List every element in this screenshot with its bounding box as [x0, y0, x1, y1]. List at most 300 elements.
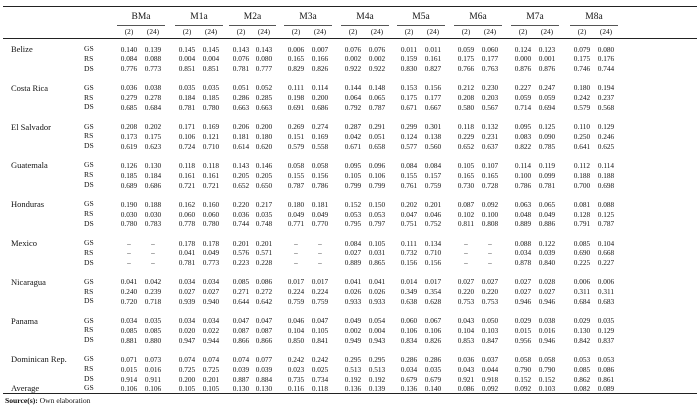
table-cell: 0.092 [481, 199, 499, 209]
table-cell: 0.862 [573, 374, 591, 384]
table-cell: 0.049 [287, 209, 305, 219]
table-cell: 0.060 [202, 209, 220, 219]
table-cell: 0.580 [457, 102, 475, 112]
metric-label: GS [84, 238, 94, 247]
table-cell: 0.035 [178, 83, 196, 93]
table-cell: 0.759 [287, 296, 305, 306]
table-cell: 0.073 [144, 354, 162, 364]
table-cell: 0.228 [255, 258, 273, 268]
table-cell: – [488, 238, 492, 248]
table-cell: 0.034 [202, 316, 220, 326]
table-cell: 0.242 [311, 354, 329, 364]
table-cell: 0.106 [400, 325, 418, 335]
table-cell: 0.104 [457, 325, 475, 335]
table-cell: 0.865 [368, 258, 386, 268]
table-cell: 0.085 [120, 325, 138, 335]
table-cell: 0.780 [202, 219, 220, 229]
table-cell: 0.201 [255, 238, 273, 248]
table-cell: 0.786 [514, 180, 532, 190]
table-cell: 0.795 [344, 219, 362, 229]
table-cell: 0.753 [481, 296, 499, 306]
table-cell: 0.579 [573, 102, 591, 112]
table-cell: 0.247 [538, 83, 556, 93]
table-cell: 0.085 [144, 325, 162, 335]
average-cell: 0.105 [178, 383, 196, 393]
table-cell: 0.178 [178, 238, 196, 248]
table-cell: 0.881 [120, 335, 138, 345]
table-cell: 0.036 [457, 354, 475, 364]
table-cell: 0.035 [144, 316, 162, 326]
table-cell: 0.087 [255, 325, 273, 335]
table-cell: 0.188 [144, 199, 162, 209]
table-cell: 0.041 [120, 277, 138, 287]
table-cell: 0.771 [287, 219, 305, 229]
table-cell: 0.095 [344, 160, 362, 170]
table-cell: 0.619 [120, 141, 138, 151]
table-cell: 0.034 [178, 316, 196, 326]
table-cell: 0.049 [344, 316, 362, 326]
table-cell: 0.043 [457, 316, 475, 326]
table-cell: 0.246 [597, 131, 615, 141]
table-cell: 0.112 [573, 160, 591, 170]
table-cell: 0.047 [232, 316, 250, 326]
table-cell: 0.841 [311, 335, 329, 345]
subcolumn-header: (2) [518, 27, 528, 36]
table-cell: 0.940 [202, 296, 220, 306]
metric-label: DS [84, 335, 94, 345]
table-cell: 0.017 [287, 277, 305, 287]
table-cell: – [488, 258, 492, 268]
subcolumn-header: (2) [404, 27, 414, 36]
table-cell: 0.886 [538, 219, 556, 229]
table-cell: 0.084 [400, 160, 418, 170]
table-cell: 0.185 [202, 93, 220, 103]
table-cell: 0.637 [481, 141, 499, 151]
model-header-underline [341, 25, 389, 26]
model-header: BMa [131, 12, 151, 22]
table-cell: 0.007 [311, 44, 329, 54]
model-header: M2a [243, 12, 262, 22]
table-cell: 0.783 [144, 219, 162, 229]
table-cell: 0.780 [120, 219, 138, 229]
table-cell: 0.291 [368, 122, 386, 132]
table-cell: 0.016 [538, 325, 556, 335]
table-cell: 0.851 [202, 64, 220, 74]
table-cell: 0.027 [178, 287, 196, 297]
table-cell: – [294, 238, 298, 248]
average-cell: 0.092 [514, 383, 532, 393]
table-cell: 0.911 [144, 374, 162, 384]
table-cell: 0.181 [232, 131, 250, 141]
table-cell: 0.791 [573, 219, 591, 229]
table-cell: 0.004 [178, 54, 196, 64]
table-cell: 0.185 [120, 170, 138, 180]
subcolumn-header: (24) [540, 27, 554, 36]
table-cell: – [464, 238, 468, 248]
metric-label: GS [84, 315, 94, 325]
table-cell: 0.628 [424, 296, 442, 306]
table-cell: 0.641 [573, 141, 591, 151]
country-label: Panama [11, 315, 38, 326]
model-header-underline [397, 25, 445, 26]
table-cell: 0.679 [400, 374, 418, 384]
table-cell: 0.027 [202, 287, 220, 297]
table-cell: 0.036 [120, 83, 138, 93]
table-cell: 0.162 [178, 199, 196, 209]
table-cell: 0.049 [202, 248, 220, 258]
table-cell: 0.286 [232, 93, 250, 103]
country-label: El Salvador [11, 121, 51, 132]
subcolumn-header: (2) [348, 27, 358, 36]
table-cell: 0.026 [368, 287, 386, 297]
table-cell: 0.037 [481, 354, 499, 364]
table-cell: 0.156 [400, 258, 418, 268]
table-cell: 0.944 [202, 335, 220, 345]
table-cell: 0.683 [597, 296, 615, 306]
table-cell: 0.138 [424, 131, 442, 141]
table-cell: 0.080 [597, 44, 615, 54]
table-cell: 0.671 [344, 141, 362, 151]
table-cell: 0.027 [514, 287, 532, 297]
table-cell: 0.223 [232, 258, 250, 268]
table-cell: 0.192 [344, 374, 362, 384]
table-cell: 0.035 [597, 316, 615, 326]
table-cell: 0.720 [120, 296, 138, 306]
table-cell: 0.698 [597, 180, 615, 190]
table-cell: 0.208 [457, 93, 475, 103]
table-cell: 0.285 [255, 93, 273, 103]
table-cell: 0.781 [178, 258, 196, 268]
table-cell: 0.679 [424, 374, 442, 384]
average-cell: 0.089 [597, 383, 615, 393]
table-cell: 0.614 [232, 141, 250, 151]
table-cell: 0.847 [481, 335, 499, 345]
table-cell: 0.054 [368, 316, 386, 326]
table-cell: 0.017 [311, 277, 329, 287]
table-cell: 0.002 [368, 54, 386, 64]
table-cell: 0.085 [573, 364, 591, 374]
metric-label: GS [84, 82, 94, 92]
table-cell: 0.781 [232, 64, 250, 74]
table-cell: 0.576 [232, 248, 250, 258]
average-cell: 0.136 [344, 383, 362, 393]
table-cell: 0.560 [424, 141, 442, 151]
table-cell: 0.058 [538, 354, 556, 364]
table-cell: 0.035 [202, 83, 220, 93]
table-cell: 0.125 [538, 122, 556, 132]
table-cell: 0.042 [144, 277, 162, 287]
table-cell: 0.047 [255, 316, 273, 326]
table-cell: 0.034 [514, 248, 532, 258]
table-cell: – [127, 258, 131, 268]
model-header: M6a [469, 12, 487, 22]
table-cell: 0.084 [344, 238, 362, 248]
table-cell: 0.063 [514, 199, 532, 209]
table-cell: 0.735 [287, 374, 305, 384]
table-cell: 0.638 [400, 296, 418, 306]
table-cell: 0.194 [597, 83, 615, 93]
table-cell: 0.006 [287, 44, 305, 54]
model-header: M3a [299, 12, 317, 22]
table-cell: 0.880 [144, 335, 162, 345]
table-cell: 0.122 [538, 238, 556, 248]
average-cell: 0.118 [311, 383, 329, 393]
table-cell: 0.129 [597, 122, 615, 132]
table-cell: 0.076 [368, 44, 386, 54]
table-cell: 0.085 [232, 277, 250, 287]
country-label: Guatemala [11, 160, 48, 171]
table-cell: 0.822 [514, 141, 532, 151]
table-cell: 0.160 [202, 199, 220, 209]
table-cell: 0.058 [287, 160, 305, 170]
subcolumn-header: (2) [236, 27, 246, 36]
table-cell: – [488, 248, 492, 258]
table-cell: 0.165 [457, 170, 475, 180]
table-cell: 0.145 [202, 44, 220, 54]
average-cell: 0.116 [287, 383, 305, 393]
table-cell: 0.110 [573, 122, 591, 132]
table-cell: 0.175 [573, 54, 591, 64]
table-cell: 0.939 [178, 296, 196, 306]
table-cell: 0.684 [144, 102, 162, 112]
table-cell: 0.724 [178, 141, 196, 151]
table-cell: 0.060 [481, 44, 499, 54]
metric-label: RS [84, 247, 94, 257]
table-cell: 0.842 [573, 335, 591, 345]
table-cell: 0.663 [255, 102, 273, 112]
table-cell: 0.790 [514, 364, 532, 374]
table-cell: 0.691 [287, 102, 305, 112]
table-cell: 0.124 [400, 131, 418, 141]
table-cell: 0.198 [287, 93, 305, 103]
average-cell: 0.106 [120, 383, 138, 393]
table-cell: 0.046 [287, 316, 305, 326]
subcolumn-header: (24) [204, 27, 218, 36]
table-cell: 0.792 [344, 102, 362, 112]
table-cell: 0.710 [202, 141, 220, 151]
table-cell: 0.685 [120, 102, 138, 112]
table-cell: 0.295 [368, 354, 386, 364]
table-cell: 0.105 [344, 170, 362, 180]
table-cell: 0.295 [344, 354, 362, 364]
table-cell: 0.171 [178, 122, 196, 132]
table-cell: 0.020 [178, 325, 196, 335]
subcolumn-header: (24) [257, 27, 271, 36]
average-cell: 0.140 [424, 383, 442, 393]
table-cell: 0.044 [481, 364, 499, 374]
table-cell: 0.861 [597, 374, 615, 384]
table-cell: 0.773 [144, 64, 162, 74]
table-cell: 0.105 [311, 325, 329, 335]
table-cell: 0.513 [368, 364, 386, 374]
model-header-underline [175, 25, 223, 26]
table-cell: 0.201 [202, 374, 220, 384]
table-cell: 0.878 [514, 258, 532, 268]
table-cell: 0.000 [514, 54, 532, 64]
metric-label: DS [84, 63, 94, 73]
table-cell: 0.752 [424, 219, 442, 229]
table-cell: 0.119 [538, 160, 556, 170]
table-cell: – [294, 248, 298, 258]
table-cell: 0.017 [424, 277, 442, 287]
table-cell: 0.124 [514, 44, 532, 54]
table-cell: 0.620 [255, 141, 273, 151]
table-cell: 0.034 [178, 277, 196, 287]
table-cell: 0.240 [120, 287, 138, 297]
table-cell: 0.153 [400, 83, 418, 93]
table-cell: 0.180 [287, 199, 305, 209]
table-cell: 0.118 [178, 160, 196, 170]
table-cell: 0.002 [344, 325, 362, 335]
table-cell: 0.224 [311, 287, 329, 297]
table-cell: 0.165 [481, 170, 499, 180]
table-cell: 0.145 [178, 44, 196, 54]
source-note [5, 397, 90, 405]
table-cell: 0.286 [424, 354, 442, 364]
table-cell: 0.156 [311, 170, 329, 180]
table-cell: 0.152 [538, 374, 556, 384]
table-cell: 0.059 [457, 44, 475, 54]
subcolumn-header: (24) [599, 27, 613, 36]
subcolumn-header: (24) [313, 27, 327, 36]
table-cell: 0.143 [255, 44, 273, 54]
model-header-underline [454, 25, 502, 26]
table-cell: 0.287 [344, 122, 362, 132]
table-cell: 0.840 [538, 258, 556, 268]
table-cell: 0.114 [514, 160, 532, 170]
table-cell: 0.118 [457, 122, 475, 132]
table-cell: 0.014 [400, 277, 418, 287]
country-label: Costa Rica [11, 82, 49, 93]
subcolumn-header: (24) [146, 27, 160, 36]
metric-label: RS [84, 170, 94, 180]
table-cell: 0.152 [344, 199, 362, 209]
table-cell: 0.002 [344, 54, 362, 64]
table-cell: 0.949 [344, 335, 362, 345]
table-cell: 0.786 [311, 180, 329, 190]
table-cell: 0.946 [538, 335, 556, 345]
table-cell: 0.129 [597, 325, 615, 335]
table-cell: 0.710 [424, 248, 442, 258]
table-cell: 0.106 [178, 131, 196, 141]
table-cell: 0.169 [202, 122, 220, 132]
table-cell: 0.177 [481, 54, 499, 64]
table-cell: 0.947 [178, 335, 196, 345]
table-cell: 0.808 [481, 219, 499, 229]
table-cell: 0.086 [597, 364, 615, 374]
table-cell: 0.166 [311, 54, 329, 64]
table-cell: 0.700 [573, 180, 591, 190]
average-cell: 0.086 [457, 383, 475, 393]
table-cell: 0.202 [400, 199, 418, 209]
table-cell: 0.190 [120, 199, 138, 209]
table-cell: 0.030 [120, 209, 138, 219]
table-cell: 0.200 [311, 93, 329, 103]
subcolumn-header: (24) [483, 27, 497, 36]
table-cell: 0.728 [481, 180, 499, 190]
table-cell: 0.642 [255, 296, 273, 306]
table-cell: 0.748 [255, 219, 273, 229]
table-cell: 0.217 [255, 199, 273, 209]
table-cell: 0.099 [538, 170, 556, 180]
table-cell: 0.773 [202, 258, 220, 268]
table-cell: 0.039 [538, 248, 556, 258]
average-cell: 0.105 [202, 383, 220, 393]
table-cell: 0.759 [311, 296, 329, 306]
table-cell: 0.011 [400, 44, 418, 54]
table-cell: 0.933 [344, 296, 362, 306]
table-cell: 0.100 [481, 209, 499, 219]
table-cell: 0.134 [424, 238, 442, 248]
table-cell: 0.027 [481, 277, 499, 287]
table-cell: 0.143 [232, 44, 250, 54]
table-cell: 0.766 [457, 64, 475, 74]
table-cell: 0.027 [457, 277, 475, 287]
model-header-underline [511, 25, 559, 26]
subcolumn-header: (2) [182, 27, 192, 36]
table-cell: 0.039 [255, 364, 273, 374]
model-header: M7a [526, 12, 544, 22]
average-cell: 0.130 [255, 383, 273, 393]
table-cell: 0.036 [232, 209, 250, 219]
table-cell: 0.180 [255, 131, 273, 141]
table-cell: 0.225 [573, 258, 591, 268]
table-cell: 0.034 [120, 316, 138, 326]
table-cell: 0.177 [424, 93, 442, 103]
metric-label: GS [84, 276, 94, 286]
table-cell: 0.224 [287, 287, 305, 297]
table-cell: 0.006 [597, 277, 615, 287]
table-cell: 0.083 [514, 131, 532, 141]
top-rule [3, 6, 697, 7]
table-cell: 0.130 [573, 325, 591, 335]
table-cell: 0.269 [287, 122, 305, 132]
table-cell: 0.176 [597, 54, 615, 64]
table-cell: 0.001 [538, 54, 556, 64]
table-cell: 0.568 [597, 102, 615, 112]
subcolumn-header: (2) [291, 27, 301, 36]
table-cell: 0.208 [120, 122, 138, 132]
table-cell: – [127, 248, 131, 258]
metric-label: GS [84, 354, 94, 364]
model-header-underline [570, 25, 618, 26]
table-cell: 0.087 [457, 199, 475, 209]
table-cell: 0.065 [538, 199, 556, 209]
table-cell: 0.853 [457, 335, 475, 345]
table-cell: 0.087 [232, 325, 250, 335]
table-cell: 0.064 [344, 93, 362, 103]
table-cell: 0.946 [514, 296, 532, 306]
table-cell: 0.102 [457, 209, 475, 219]
table-cell: 0.220 [457, 287, 475, 297]
table-cell: 0.027 [538, 287, 556, 297]
table-cell: 0.103 [481, 325, 499, 335]
table-cell: 0.725 [178, 364, 196, 374]
table-cell: 0.132 [481, 122, 499, 132]
subcolumn-header: (2) [461, 27, 471, 36]
table-cell: – [151, 238, 155, 248]
country-label: Honduras [11, 199, 45, 210]
table-cell: 0.513 [344, 364, 362, 374]
average-cell: 0.082 [573, 383, 591, 393]
table-cell: 0.250 [573, 131, 591, 141]
table-cell: 0.067 [424, 316, 442, 326]
average-cell: 0.136 [400, 383, 418, 393]
table-cell: 0.184 [178, 93, 196, 103]
table-cell: 0.052 [255, 83, 273, 93]
table-cell: 0.866 [255, 335, 273, 345]
metric-label: DS [84, 102, 94, 112]
